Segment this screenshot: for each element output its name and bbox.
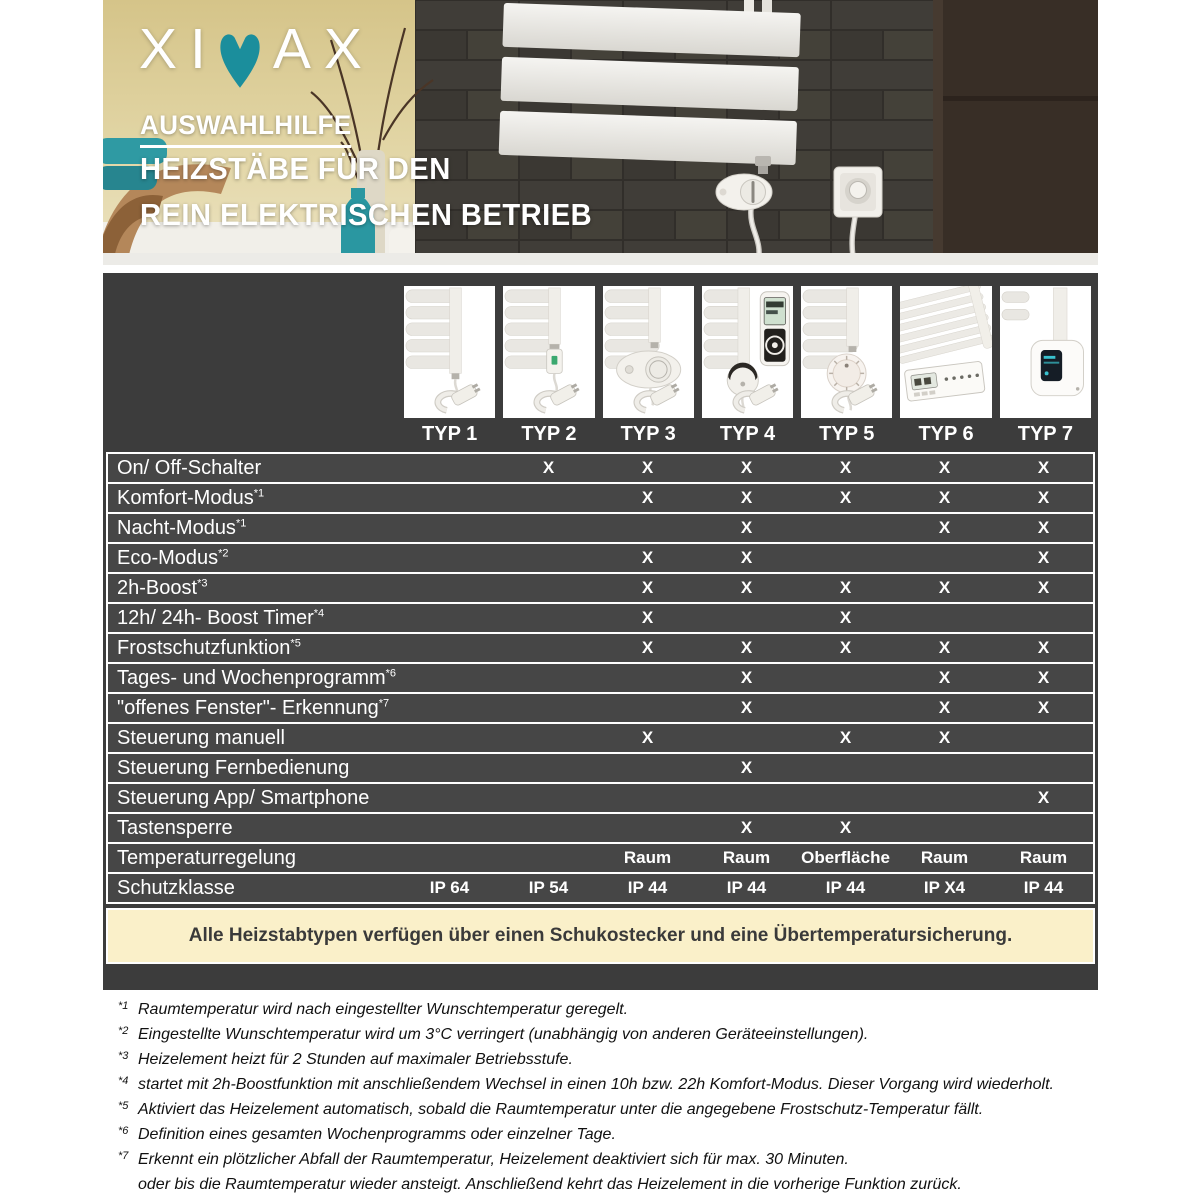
feature-label: Tages- und Wochenprogramm$^{*6}$ xyxy=(117,666,397,689)
footnote-marker-ref: *1 xyxy=(235,516,247,529)
footnote xyxy=(118,1025,1098,1045)
feature-label: Steuerung manuell xyxy=(117,726,285,749)
radiator-cable-icon xyxy=(404,286,495,418)
footnote-text: Erkennt ein plötzlicher Abfall der Raumtemperatur, Heizelement deaktiviert sich für max. 30 Minuten. xyxy=(138,1151,849,1168)
feature-value: IP 44 xyxy=(627,878,668,897)
feature-value: Raum xyxy=(623,848,672,867)
footnote-marker: *6 xyxy=(118,1125,129,1137)
feature-label: Steuerung App/ Smartphone xyxy=(117,786,370,809)
feature-value: X xyxy=(938,638,951,657)
feature-label: On/ Off-Schalter xyxy=(117,456,262,479)
feature-value: Raum xyxy=(722,848,771,867)
feature-value: Oberfläche xyxy=(801,848,890,867)
feature-value: X xyxy=(1037,698,1050,717)
feature-label: Eco-Modus$^{*2}$ xyxy=(117,546,229,569)
feature-value: Raum xyxy=(920,848,969,867)
table-corner-spacer xyxy=(106,286,400,418)
feature-row xyxy=(108,814,1093,844)
footnote xyxy=(118,1075,1098,1095)
feature-value: IP 64 xyxy=(429,878,470,897)
footnote xyxy=(118,1125,1098,1145)
footnotes xyxy=(118,1000,1098,1200)
logo-m-icon xyxy=(213,22,267,98)
radiator-control-panel-icon xyxy=(900,286,991,418)
feature-value: X xyxy=(839,638,852,657)
feature-value: X xyxy=(740,818,753,837)
feature-row xyxy=(108,874,1093,902)
column-header-typ-5: TYP 5 xyxy=(819,423,875,445)
feature-value: X xyxy=(938,668,951,687)
feature-value: X xyxy=(740,488,753,507)
feature-value: X xyxy=(740,758,753,777)
feature-value: X xyxy=(1037,788,1050,807)
feature-value: X xyxy=(938,458,951,477)
feature-value: IP 54 xyxy=(528,878,569,897)
footnote-marker: *4 xyxy=(118,1075,129,1087)
product-images-row xyxy=(103,273,1098,418)
feature-value: Raum xyxy=(1019,848,1068,867)
feature-rows xyxy=(106,452,1095,904)
feature-value: X xyxy=(641,638,654,657)
feature-value: X xyxy=(740,548,753,567)
footnote-marker: *3 xyxy=(118,1050,129,1062)
feature-value: X xyxy=(740,578,753,597)
feature-value: X xyxy=(740,458,753,477)
comparison-table xyxy=(103,273,1098,990)
feature-value: X xyxy=(938,698,951,717)
feature-value: X xyxy=(740,638,753,657)
hero-banner xyxy=(103,0,1098,265)
feature-value: X xyxy=(1037,518,1050,537)
footnote-marker-ref: *4 xyxy=(313,606,325,619)
feature-label: 12h/ 24h- Boost Timer$^{*4}$ xyxy=(117,606,325,629)
feature-value: IP 44 xyxy=(1023,878,1064,897)
feature-row xyxy=(108,694,1093,724)
feature-value: X xyxy=(938,728,951,747)
footnote-marker-ref: *7 xyxy=(378,696,390,709)
footnote-marker-ref: *2 xyxy=(218,546,229,559)
feature-value: X xyxy=(740,668,753,687)
feature-value: X xyxy=(1037,488,1050,507)
radiator-oval-dial-icon xyxy=(603,286,694,418)
feature-value: X xyxy=(641,608,654,627)
footnote-marker-ref: *6 xyxy=(385,666,397,679)
feature-value: X xyxy=(839,488,852,507)
feature-value: X xyxy=(1037,638,1050,657)
footnote xyxy=(118,1150,1098,1170)
feature-value: X xyxy=(641,578,654,597)
feature-label: Temperaturregelung xyxy=(117,846,296,869)
feature-value: X xyxy=(641,458,654,477)
footnote xyxy=(118,1100,1098,1120)
feature-label: Komfort-Modus$^{*1}$ xyxy=(117,486,265,509)
feature-value: X xyxy=(641,548,654,567)
footnote-marker-ref: *5 xyxy=(290,636,301,649)
footnote-text: Raumtemperatur wird nach eingestellter Wunschtemperatur geregelt. xyxy=(138,1001,629,1018)
column-header-typ-2: TYP 2 xyxy=(521,423,577,445)
feature-value: X xyxy=(1037,668,1050,687)
hero-title-line1: HEIZSTÄBE FÜR DEN xyxy=(140,151,451,186)
footnote xyxy=(118,1000,1098,1020)
footnote-marker-ref: *1 xyxy=(253,486,265,499)
logo-text-left: XI xyxy=(139,17,219,81)
feature-row xyxy=(108,664,1093,694)
feature-value: X xyxy=(839,728,852,747)
footnote-text: Aktiviert das Heizelement automatisch, sobald die Raumtemperatur unter die angegebene Frostschutz-Temperatur fällt. xyxy=(138,1101,984,1118)
footnote-text: Definition eines gesamten Wochenprogramms oder einzelner Tage. xyxy=(138,1126,616,1143)
feature-value: X xyxy=(839,818,852,837)
feature-value: X xyxy=(542,458,555,477)
hero-kicker: AUSWAHLHILFE xyxy=(140,110,352,148)
column-header-typ-7: TYP 7 xyxy=(1017,423,1073,445)
radiator-round-dial-icon xyxy=(801,286,892,418)
footnote-marker-ref: *3 xyxy=(197,576,208,589)
column-header-typ-4: TYP 4 xyxy=(719,423,776,445)
feature-value: X xyxy=(839,578,852,597)
footnote-text: Eingestellte Wunschtemperatur wird um 3°C verringert (unabhängig von anderen Geräteeinstellungen). xyxy=(138,1026,869,1043)
radiator-smart-box-icon xyxy=(1000,286,1091,418)
feature-row xyxy=(108,544,1093,574)
column-headers-row xyxy=(103,418,1098,451)
feature-row xyxy=(108,844,1093,874)
radiator-inline-switch-icon xyxy=(503,286,594,418)
feature-value: X xyxy=(740,698,753,717)
feature-value: X xyxy=(938,488,951,507)
footnote xyxy=(118,1050,1098,1070)
hero-text-overlay xyxy=(103,0,1098,265)
footnote-marker: *5 xyxy=(118,1100,129,1112)
feature-row xyxy=(108,634,1093,664)
feature-value: IP 44 xyxy=(726,878,767,897)
feature-value: X xyxy=(740,518,753,537)
logo-text-right: AX xyxy=(272,17,375,81)
feature-row xyxy=(108,454,1093,484)
note-banner: Alle Heizstabtypen verfügen über einen Schukostecker und eine Übertemperatursicherung. xyxy=(106,908,1095,964)
footnote-text: startet mit 2h-Boostfunktion mit anschließendem Wechsel in einen 10h bzw. 22h Komfort-Modus. Dieser Vorgang wird wiederholt. xyxy=(138,1076,1054,1093)
footnote-text: Heizelement heizt für 2 Stunden auf maximaler Betriebsstufe. xyxy=(138,1051,573,1068)
feature-value: X xyxy=(1037,578,1050,597)
feature-row xyxy=(108,514,1093,544)
footnote-text: oder bis die Raumtemperatur wieder ansteigt. Anschließend kehrt das Heizelement in die vorherige Funktion zurück. xyxy=(138,1176,962,1193)
feature-value: X xyxy=(839,608,852,627)
feature-row xyxy=(108,604,1093,634)
column-header-typ-1: TYP 1 xyxy=(422,423,478,445)
footnote-marker: *1 xyxy=(118,1000,129,1012)
feature-value: IP X4 xyxy=(923,878,966,897)
feature-row xyxy=(108,574,1093,604)
feature-value: X xyxy=(938,578,951,597)
footnote-marker: *2 xyxy=(118,1025,129,1037)
feature-row xyxy=(108,754,1093,784)
brand-logo xyxy=(139,17,375,98)
feature-label: "offenes Fenster"- Erkennung$^{*7}$ xyxy=(117,696,390,719)
feature-label: Schutzklasse xyxy=(117,876,235,899)
feature-value: X xyxy=(1037,458,1050,477)
feature-row xyxy=(108,784,1093,814)
feature-value: X xyxy=(641,488,654,507)
feature-label: Nacht-Modus$^{*1}$ xyxy=(117,516,247,539)
footnote xyxy=(118,1175,1098,1195)
hero-title-line2: REIN ELEKTRISCHEN BETRIEB xyxy=(140,197,593,232)
column-header-typ-3: TYP 3 xyxy=(620,423,676,445)
radiator-remote-control-icon xyxy=(702,286,793,418)
feature-value: IP 44 xyxy=(825,878,866,897)
feature-value: X xyxy=(839,458,852,477)
feature-label: Frostschutzfunktion$^{*5}$ xyxy=(117,636,301,659)
footnote-marker xyxy=(118,1171,138,1191)
footnote-marker: *7 xyxy=(118,1150,129,1162)
column-header-typ-6: TYP 6 xyxy=(918,423,974,445)
feature-row xyxy=(108,484,1093,514)
feature-label: Tastensperre xyxy=(117,816,233,839)
feature-label: Steuerung Fernbedienung xyxy=(117,756,350,779)
feature-value: X xyxy=(938,518,951,537)
feature-value: X xyxy=(641,728,654,747)
feature-row xyxy=(108,724,1093,754)
feature-label: 2h-Boost$^{*3}$ xyxy=(117,576,208,599)
feature-value: X xyxy=(1037,548,1050,567)
